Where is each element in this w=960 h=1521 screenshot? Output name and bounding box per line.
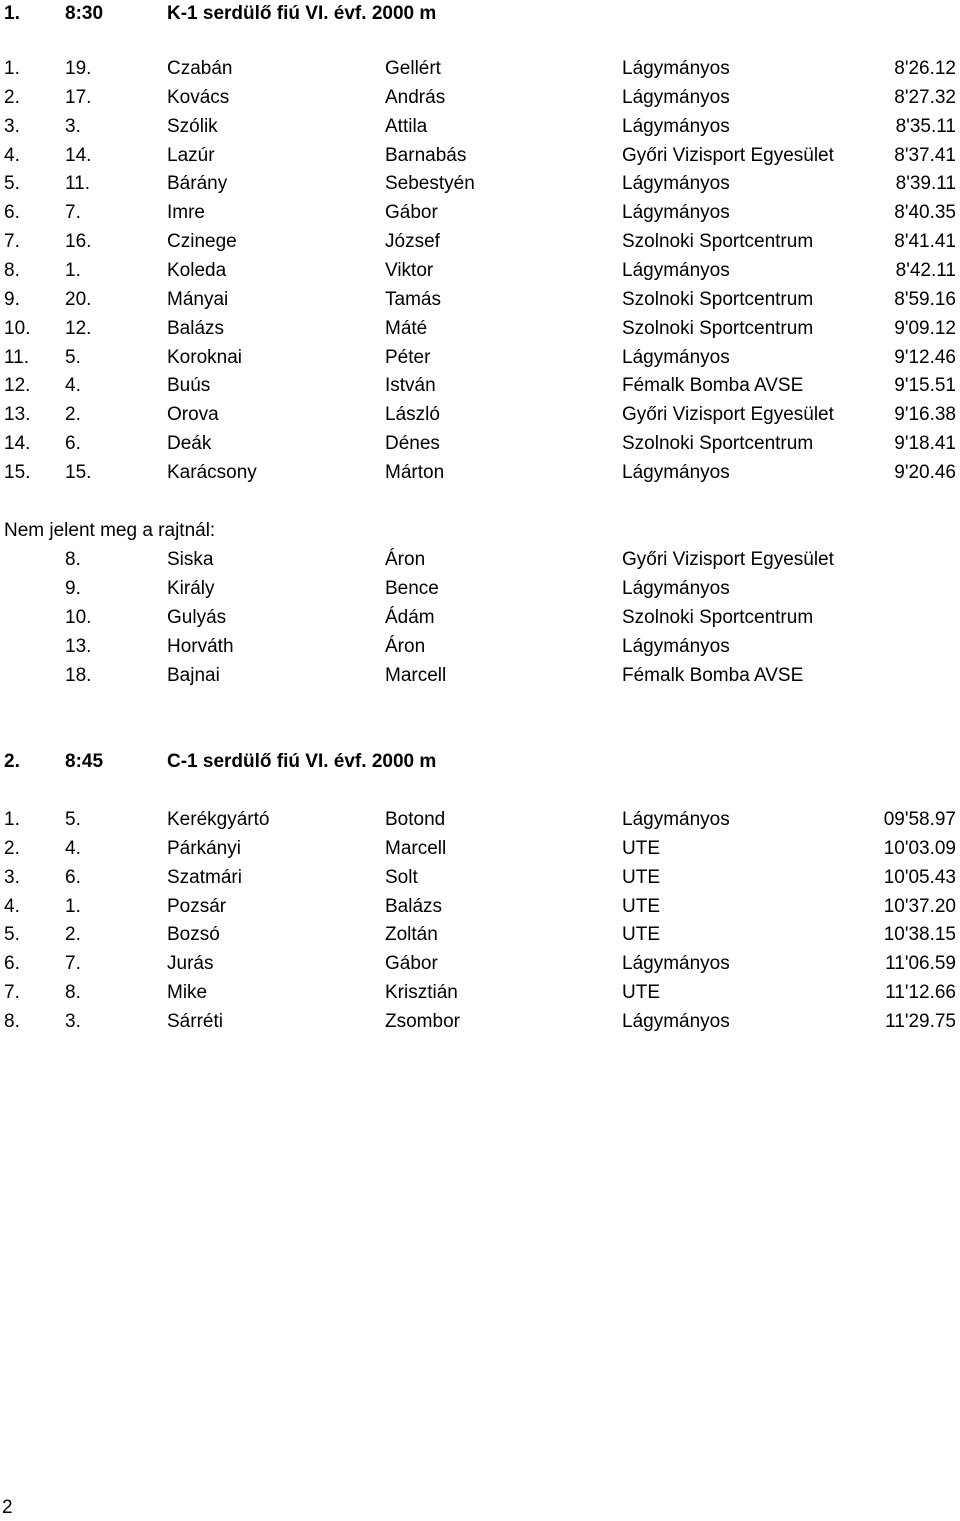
first-name-cell: Gábor — [385, 953, 438, 975]
table-row — [0, 1008, 960, 1036]
club-cell: Fémalk Bomba AVSE — [622, 665, 804, 686]
first-name-cell: Márton — [385, 461, 445, 483]
place-cell: 7. — [4, 982, 20, 1004]
time-cell: 9'15.51 — [894, 375, 956, 397]
first-name-cell: Zoltán — [385, 924, 438, 946]
place-cell: 6. — [4, 202, 20, 224]
bib-cell: 10. — [65, 607, 92, 628]
time-cell: 10'37.20 — [883, 895, 956, 917]
time-cell: 9'18.41 — [894, 433, 956, 455]
place-cell: 2. — [4, 837, 20, 859]
last-name-cell: Király — [167, 578, 215, 599]
place-cell: 14. — [4, 433, 31, 455]
last-name-cell: Jurás — [167, 953, 214, 975]
club-cell: Lágymányos — [622, 173, 730, 195]
race-2-header — [0, 748, 960, 776]
time-cell: 11'06.59 — [885, 953, 956, 975]
place-cell: 11. — [4, 346, 30, 368]
place-cell: 1. — [4, 58, 20, 79]
first-name-cell: Ádám — [385, 607, 435, 628]
bib-cell: 16. — [65, 231, 92, 253]
race-number: 1. — [4, 3, 20, 24]
place-cell: 12. — [4, 375, 31, 397]
table-row — [0, 575, 960, 603]
first-name-cell: László — [385, 404, 440, 426]
table-row — [0, 950, 960, 978]
place-cell: 4. — [4, 895, 20, 917]
club-cell: Lágymányos — [622, 953, 730, 975]
table-row — [0, 315, 960, 343]
last-name-cell: Horváth — [167, 636, 234, 657]
club-cell: UTE — [622, 924, 660, 946]
last-name-cell: Koleda — [167, 259, 227, 281]
bib-cell: 3. — [65, 115, 81, 137]
last-name-cell: Siska — [167, 549, 214, 570]
place-cell: 10. — [4, 317, 31, 339]
table-row — [0, 199, 960, 227]
table-row — [0, 170, 960, 198]
last-name-cell: Orova — [167, 404, 219, 426]
table-row — [0, 113, 960, 141]
club-cell: Szolnoki Sportcentrum — [622, 433, 814, 455]
table-row — [0, 633, 960, 661]
club-cell: UTE — [622, 866, 660, 888]
time-cell: 9'12.46 — [894, 346, 956, 368]
time-cell: 8'42.11 — [895, 259, 956, 281]
place-cell: 1. — [4, 809, 20, 830]
last-name-cell: Koroknai — [167, 346, 242, 368]
club-cell: Lágymányos — [622, 1010, 730, 1032]
place-cell: 3. — [4, 866, 20, 888]
first-name-cell: Péter — [385, 346, 431, 368]
table-row — [0, 864, 960, 892]
last-name-cell: Szatmári — [167, 866, 242, 888]
bib-cell: 8. — [65, 549, 81, 570]
last-name-cell: Imre — [167, 202, 205, 224]
last-name-cell: Lazúr — [167, 144, 215, 166]
last-name-cell: Czinege — [167, 231, 237, 253]
time-cell: 9'20.46 — [894, 461, 956, 483]
club-cell: Győri Vizisport Egyesület — [622, 144, 834, 166]
table-row — [0, 344, 960, 372]
table-row — [0, 835, 960, 863]
table-row — [0, 546, 960, 574]
bib-cell: 6. — [65, 866, 81, 888]
time-cell: 10'03.09 — [883, 837, 956, 859]
place-cell: 3. — [4, 115, 20, 137]
last-name-cell: Bozsó — [167, 924, 220, 946]
bib-cell: 8. — [65, 982, 81, 1004]
place-cell: 6. — [4, 953, 20, 975]
place-cell: 5. — [4, 173, 20, 195]
bib-cell: 2. — [65, 924, 81, 946]
race-title: C-1 serdülő fiú VI. évf. 2000 m — [167, 751, 437, 772]
club-cell: Szolnoki Sportcentrum — [622, 607, 814, 628]
time-cell: 8'39.11 — [895, 173, 956, 195]
bib-cell: 20. — [65, 288, 92, 310]
club-cell: UTE — [622, 837, 660, 859]
bib-cell: 17. — [65, 86, 92, 108]
bib-cell: 6. — [65, 433, 81, 455]
club-cell: Lágymányos — [622, 809, 730, 830]
place-cell: 9. — [4, 288, 20, 310]
first-name-cell: Áron — [385, 549, 426, 570]
last-name-cell: Mike — [167, 982, 208, 1004]
bib-cell: 2. — [65, 404, 81, 426]
bib-cell: 13. — [65, 636, 92, 657]
place-cell: 13. — [4, 404, 31, 426]
club-cell: Fémalk Bomba AVSE — [622, 375, 804, 397]
race-1-header — [0, 0, 960, 28]
time-cell: 8'26.12 — [894, 58, 956, 79]
club-cell: Lágymányos — [622, 86, 730, 108]
first-name-cell: Dénes — [385, 433, 440, 455]
last-name-cell: Kovács — [167, 86, 230, 108]
bib-cell: 14. — [65, 144, 92, 166]
race-time: 8:45 — [65, 751, 104, 772]
first-name-cell: András — [385, 86, 446, 108]
last-name-cell: Párkányi — [167, 837, 241, 859]
club-cell: Lágymányos — [622, 58, 730, 79]
time-cell: 09'58.97 — [883, 809, 956, 830]
time-cell: 10'05.43 — [883, 866, 956, 888]
club-cell: Lágymányos — [622, 202, 730, 224]
bib-cell: 7. — [65, 202, 81, 224]
bib-cell: 11. — [65, 173, 91, 195]
bib-cell: 5. — [65, 346, 81, 368]
place-cell: 8. — [4, 1010, 20, 1032]
first-name-cell: Áron — [385, 636, 426, 657]
table-row — [0, 430, 960, 458]
last-name-cell: Balázs — [167, 317, 225, 339]
time-cell: 11'29.75 — [885, 1010, 956, 1032]
club-cell: Lágymányos — [622, 259, 730, 281]
table-row — [0, 55, 960, 83]
table-row — [0, 604, 960, 632]
table-row — [0, 662, 960, 690]
race-title: K-1 serdülő fiú VI. évf. 2000 m — [167, 3, 437, 24]
time-cell: 9'09.12 — [894, 317, 956, 339]
first-name-cell: István — [385, 375, 436, 397]
first-name-cell: Balázs — [385, 895, 443, 917]
club-cell: UTE — [622, 982, 660, 1004]
last-name-cell: Mányai — [167, 288, 229, 310]
bib-cell: 5. — [65, 809, 81, 830]
table-row — [0, 142, 960, 170]
last-name-cell: Czabán — [167, 58, 233, 79]
table-row — [0, 979, 960, 1007]
club-cell: Lágymányos — [622, 578, 730, 599]
club-cell: Győri Vizisport Egyesület — [622, 404, 834, 426]
first-name-cell: Barnabás — [385, 144, 467, 166]
last-name-cell: Gulyás — [167, 607, 227, 628]
table-row — [0, 893, 960, 921]
first-name-cell: Tamás — [385, 288, 441, 310]
time-cell: 8'59.16 — [894, 288, 956, 310]
club-cell: UTE — [622, 895, 660, 917]
last-name-cell: Kerékgyártó — [167, 809, 270, 830]
table-row — [0, 401, 960, 429]
first-name-cell: József — [385, 231, 440, 253]
first-name-cell: Máté — [385, 317, 428, 339]
club-cell: Lágymányos — [622, 115, 730, 137]
bib-cell: 4. — [65, 375, 81, 397]
table-row — [0, 84, 960, 112]
table-row — [0, 459, 960, 487]
bib-cell: 1. — [65, 259, 81, 281]
first-name-cell: Botond — [385, 809, 446, 830]
table-row — [0, 257, 960, 285]
last-name-cell: Bárány — [167, 173, 228, 195]
time-cell: 10'38.15 — [883, 924, 956, 946]
race-time: 8:30 — [65, 3, 104, 24]
first-name-cell: Sebestyén — [385, 173, 475, 195]
club-cell: Lágymányos — [622, 346, 730, 368]
race-number: 2. — [4, 751, 20, 772]
bib-cell: 18. — [65, 665, 92, 686]
bib-cell: 19. — [65, 58, 92, 79]
last-name-cell: Buús — [167, 375, 211, 397]
page-number: 2 — [2, 1497, 13, 1518]
bib-cell: 1. — [65, 895, 81, 917]
last-name-cell: Bajnai — [167, 665, 220, 686]
place-cell: 15. — [4, 461, 31, 483]
table-row — [0, 372, 960, 400]
first-name-cell: Attila — [385, 115, 428, 137]
place-cell: 2. — [4, 86, 20, 108]
bib-cell: 15. — [65, 461, 92, 483]
last-name-cell: Karácsony — [167, 461, 257, 483]
last-name-cell: Deák — [167, 433, 212, 455]
last-name-cell: Szólik — [167, 115, 218, 137]
time-cell: 8'40.35 — [894, 202, 956, 224]
time-cell: 11'12.66 — [885, 982, 956, 1004]
first-name-cell: Marcell — [385, 665, 447, 686]
table-row — [0, 228, 960, 256]
club-cell: Lágymányos — [622, 461, 730, 483]
first-name-cell: Solt — [385, 866, 418, 888]
time-cell: 8'41.41 — [894, 231, 956, 253]
bib-cell: 3. — [65, 1010, 81, 1032]
bib-cell: 7. — [65, 953, 81, 975]
bib-cell: 12. — [65, 317, 92, 339]
time-cell: 8'37.41 — [894, 144, 956, 166]
first-name-cell: Gellért — [385, 58, 441, 79]
bib-cell: 4. — [65, 837, 81, 859]
bib-cell: 9. — [65, 578, 81, 599]
club-cell: Szolnoki Sportcentrum — [622, 317, 814, 339]
club-cell: Győri Vizisport Egyesület — [622, 549, 834, 570]
first-name-cell: Gábor — [385, 202, 438, 224]
club-cell: Szolnoki Sportcentrum — [622, 288, 814, 310]
club-cell: Szolnoki Sportcentrum — [622, 231, 814, 253]
first-name-cell: Krisztián — [385, 982, 458, 1004]
place-cell: 5. — [4, 924, 20, 946]
dns-label: Nem jelent meg a rajtnál: — [4, 520, 216, 541]
last-name-cell: Pozsár — [167, 895, 227, 917]
table-row — [0, 286, 960, 314]
first-name-cell: Bence — [385, 578, 439, 599]
club-cell: Lágymányos — [622, 636, 730, 657]
first-name-cell: Viktor — [385, 259, 434, 281]
table-row — [0, 806, 960, 834]
place-cell: 4. — [4, 144, 20, 166]
time-cell: 8'27.32 — [894, 86, 956, 108]
place-cell: 7. — [4, 231, 20, 253]
time-cell: 8'35.11 — [895, 115, 956, 137]
first-name-cell: Zsombor — [385, 1010, 460, 1032]
table-row — [0, 921, 960, 949]
place-cell: 8. — [4, 259, 20, 281]
first-name-cell: Marcell — [385, 837, 447, 859]
time-cell: 9'16.38 — [894, 404, 956, 426]
last-name-cell: Sárréti — [167, 1010, 223, 1032]
